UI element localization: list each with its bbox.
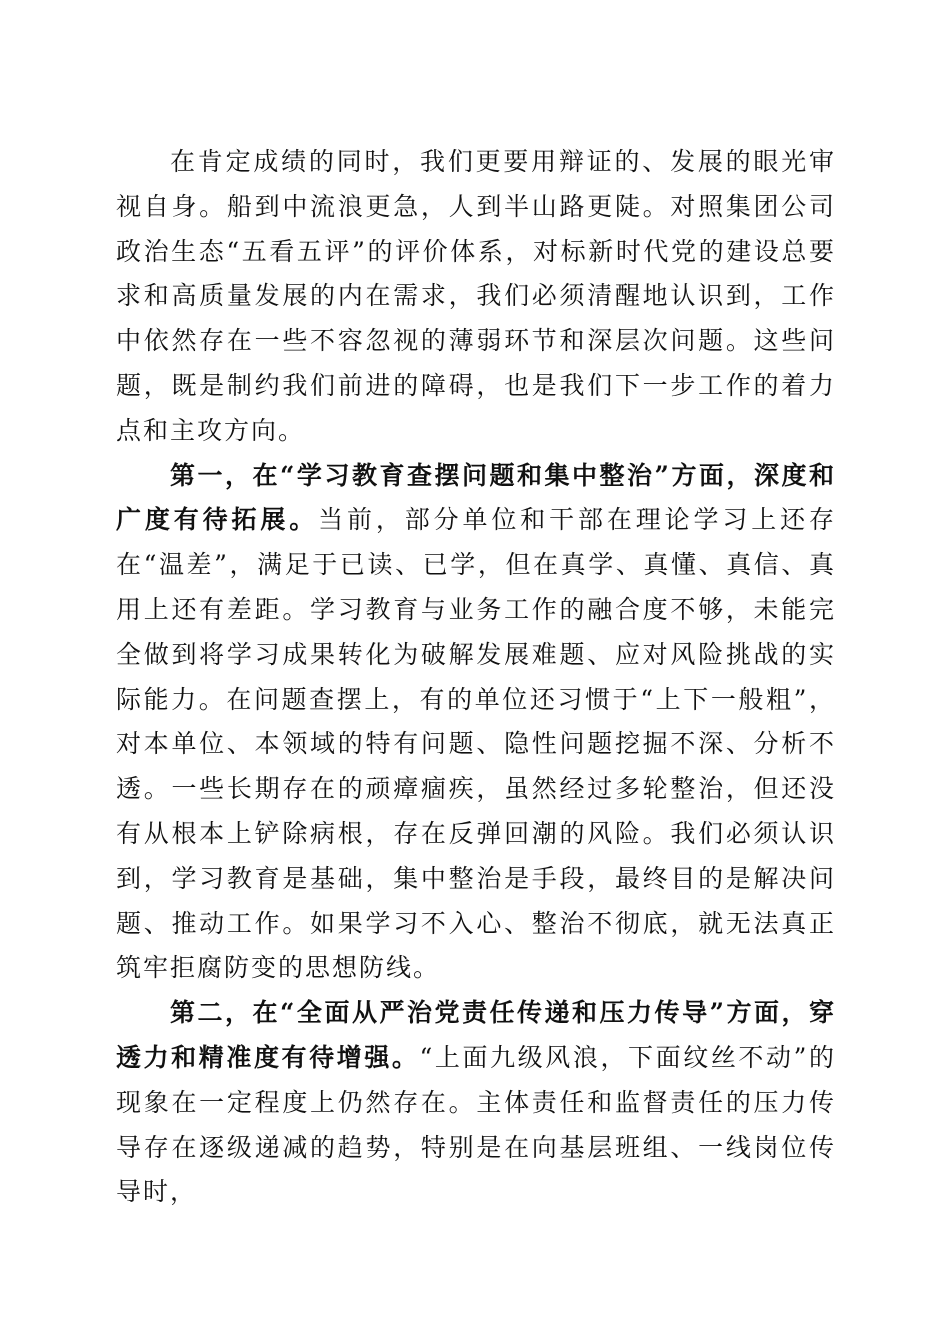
paragraph-text: 在肯定成绩的同时，我们更要用辩证的、发展的眼光审视自身。船到中流浪更急，人到半山路更陡。对照集团公司政治生态“五看五评”的评价体系，对标新时代党的建设总要求和高质量发展的内在需求，我们必须清醒地认识到，工作中依然存在一些不容忽视的薄弱环节和深层次问题。这些问题，既是制约我们前进的障碍，也是我们下一步工作的着力点和主攻方向。 — [116, 147, 836, 445]
paragraph-text: “上面九级风浪，下面纹丝不动”的现象在一定程度上仍然存在。主体责任和监督责任的压力传导存在逐级递减的趋势，特别是在向基层班组、一线岗位传导时， — [116, 1042, 836, 1207]
paragraph-text: 当前，部分单位和干部在理论学习上还存在“温差”，满足于已读、已学，但在真学、真懂、真信、真用上还有差距。学习教育与业务工作的融合度不够，未能完全做到将学习成果转化为破解发展难题、应对风险挑战的实际能力。在问题查摆上，有的单位还习惯于“上下一般粗”，对本单位、本领域的特有问题、隐性问题挖掘不深、分析不透。一些长期存在的顽瘴痼疾，虽然经过多轮整治，但还没有从根本上铲除病根，存在反弹回潮的风险。我们必须认识到，学习教育是基础，集中整治是手段，最终目的是解决问题、推动工作。如果学习不入心、整治不彻底，就无法真正筑牢拒腐防变的思想防线。 — [116, 505, 836, 983]
paragraph-lead: 第二，在“全面从严治党责任传递和压力传导”方面，穿透力和精准度有待增强。 — [116, 998, 836, 1072]
document-body — [116, 140, 836, 1215]
paragraph-lead: 第一，在“学习教育查摆问题和集中整治”方面，深度和广度有待拓展。 — [116, 460, 836, 535]
paragraph-self-examination — [116, 140, 836, 454]
paragraph-second-issue — [116, 991, 836, 1215]
paragraph-first-issue — [116, 454, 836, 992]
